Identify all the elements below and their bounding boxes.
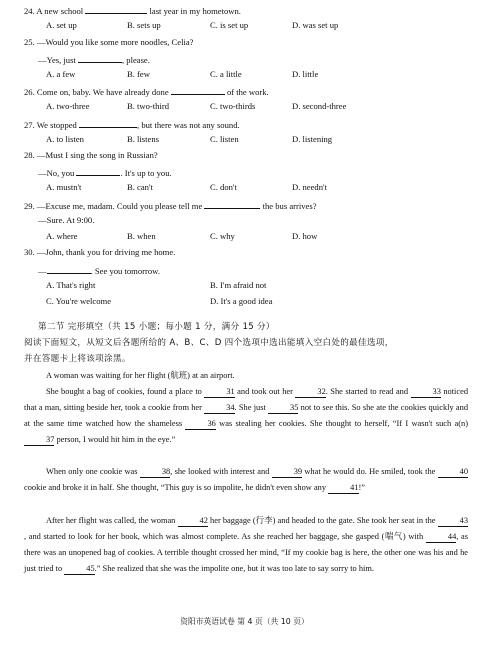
option-a: A. a few — [46, 69, 76, 79]
option-b: B. sets up — [127, 20, 161, 30]
answer-blank — [47, 264, 91, 274]
question-text: —Yes, just — [38, 55, 78, 65]
passage-text: was stealing her cookies. She thought to herself, “If I wasn't such a(n) — [215, 418, 468, 428]
question-stem — [24, 247, 175, 258]
question-text: —Sure. At 9:00. — [38, 215, 95, 225]
answer-blank — [85, 4, 147, 14]
passage-text: person, I would hit him in the eye.” — [54, 434, 176, 444]
passage-text: noticed that a man, sitting beside her, took a cookie from her — [24, 387, 469, 412]
question-stem — [24, 199, 317, 212]
passage-paragraph-1 — [24, 368, 468, 384]
cloze-blank-42: 42 — [178, 516, 208, 527]
option-d: D. listening — [292, 134, 333, 144]
answer-blank — [79, 118, 137, 128]
answer-blank — [76, 166, 120, 176]
passage-text: . She just — [234, 402, 269, 412]
passage-text: A woman was waiting for her flight (航班) at an airport. — [46, 371, 235, 380]
answer-blank — [78, 53, 122, 63]
option-b: B. few — [127, 69, 150, 79]
question-text: last year in my hometown. — [147, 6, 241, 16]
passage-paragraph-2 — [24, 384, 468, 448]
passage-text: what he would do. He smiled, took the — [302, 467, 438, 476]
question-response — [38, 264, 160, 277]
question-text: . See you tomorrow. — [90, 266, 160, 276]
question-text: — — [38, 266, 47, 276]
option-a: A. two-three — [46, 101, 90, 111]
passage-text: cookie and broke it in half. She thought, “This guy is so impolite, he didn't even show any — [24, 482, 329, 492]
question-stem — [24, 118, 240, 131]
cloze-blank-41: 41 — [328, 483, 358, 494]
question-stem — [24, 85, 269, 98]
option-b: B. can't — [127, 182, 153, 192]
option-c: C. don't — [210, 182, 237, 192]
section-instruction: 并在答题卡上将该项涂黑。 — [24, 354, 131, 364]
passage-text: .” She realized that she was the impolite one, but it was too late to say sorry to him. — [94, 563, 374, 573]
question-text: —No, you — [38, 168, 77, 178]
question-stem — [24, 150, 158, 161]
option-a: A. to listen — [46, 134, 84, 144]
option-d: D. It's a good idea — [210, 296, 273, 306]
passage-text: . She started to read and — [325, 387, 411, 396]
passage-text: , she looked with interest and — [170, 467, 272, 476]
option-b: B. two-third — [127, 101, 170, 111]
cloze-blank-37: 37 — [24, 435, 54, 446]
answer-blank — [204, 199, 260, 209]
cloze-blank-34: 34 — [204, 403, 234, 414]
option-c: C. You're welcome — [46, 296, 112, 306]
passage-text: After her flight was called, the woman — [46, 516, 178, 525]
option-c: C. is set up — [210, 20, 249, 30]
question-text: , please. — [121, 55, 150, 65]
section-title: 第二节 完形填空（共 15 小题；每小题 1 分，满分 15 分） — [38, 322, 275, 332]
passage-text: , and started to look for her book, which was almost complete. As she reached her baggage, she gasped (喘气) with — [24, 531, 426, 541]
passage-text: , as there was an unopened bag of cookies. A terrible thought crossed her mind, “If my cookie bag is here, the other one was his and he just tried to — [24, 531, 468, 573]
question-response — [38, 53, 150, 66]
answer-blank — [171, 85, 225, 95]
passage-text: and took out her — [234, 387, 296, 396]
cloze-blank-44: 44 — [426, 532, 456, 543]
page-footer: 资阳市英语试卷 第 4 页（共 10 页） — [180, 617, 309, 626]
option-c: C. listen — [210, 134, 239, 144]
passage-text: !” — [358, 482, 366, 492]
question-text: 25. —Would you like some more noodles, Celia? — [24, 37, 194, 47]
passage-paragraph-3 — [24, 464, 468, 496]
question-stem — [24, 4, 241, 17]
option-a: A. That's right — [46, 280, 96, 290]
question-response — [38, 215, 94, 226]
cloze-blank-38: 38 — [140, 467, 170, 478]
question-text: 26. Come on, baby. We have already done — [24, 87, 171, 97]
option-d: D. little — [292, 69, 319, 79]
option-d: D. how — [292, 231, 318, 241]
option-b: B. when — [127, 231, 156, 241]
question-text: 30. —John, thank you for driving me home. — [24, 247, 176, 257]
cloze-blank-32: 32 — [295, 387, 325, 398]
passage-text: her baggage (行李) and headed to the gate. She took her seat in the — [207, 516, 438, 525]
question-text: 28. —Must I sing the song in Russian? — [24, 150, 158, 160]
question-text: , but there was not any sound. — [137, 120, 240, 130]
option-c: C. a little — [210, 69, 242, 79]
question-text: 27. We stopped — [24, 120, 80, 130]
cloze-blank-33: 33 — [411, 387, 441, 398]
passage-text: She bought a bag of cookies, found a place to — [46, 387, 205, 396]
option-d: D. was set up — [292, 20, 339, 30]
option-a: A. where — [46, 231, 78, 241]
question-text: 24. A new school — [24, 6, 86, 16]
passage-text: When only one cookie was — [46, 467, 140, 476]
passage-paragraph-4 — [24, 513, 468, 577]
question-text: of the work. — [224, 87, 269, 97]
option-b: B. listens — [127, 134, 159, 144]
cloze-blank-39: 39 — [272, 467, 302, 478]
option-d: D. needn't — [292, 182, 327, 192]
cloze-blank-31: 31 — [204, 387, 234, 398]
cloze-blank-45: 45 — [64, 564, 94, 575]
question-stem — [24, 37, 193, 48]
cloze-blank-40: 40 — [438, 467, 468, 478]
cloze-blank-35: 35 — [268, 403, 298, 414]
passage-text: not to see this. So she ate the cookies quickly and at the same time watched how the shameless — [24, 402, 469, 428]
option-a: A. mustn't — [46, 182, 82, 192]
option-c: C. two-thirds — [210, 101, 256, 111]
option-a: A. set up — [46, 20, 77, 30]
section-instruction: 阅读下面短文，从短文后各题所给的 A、B、C、D 四个选项中选出能填入空白处的最佳选项， — [24, 338, 394, 348]
question-response — [38, 166, 172, 179]
option-d: D. second-three — [292, 101, 347, 111]
cloze-blank-36: 36 — [185, 419, 215, 430]
option-c: C. why — [210, 231, 235, 241]
question-text: . It's up to you. — [120, 168, 172, 178]
cloze-blank-43: 43 — [438, 516, 468, 527]
question-text: the bus arrives? — [260, 201, 317, 211]
option-b: B. I'm afraid not — [210, 280, 267, 290]
question-text: 29. —Excuse me, madam. Could you please tell me — [24, 201, 205, 211]
